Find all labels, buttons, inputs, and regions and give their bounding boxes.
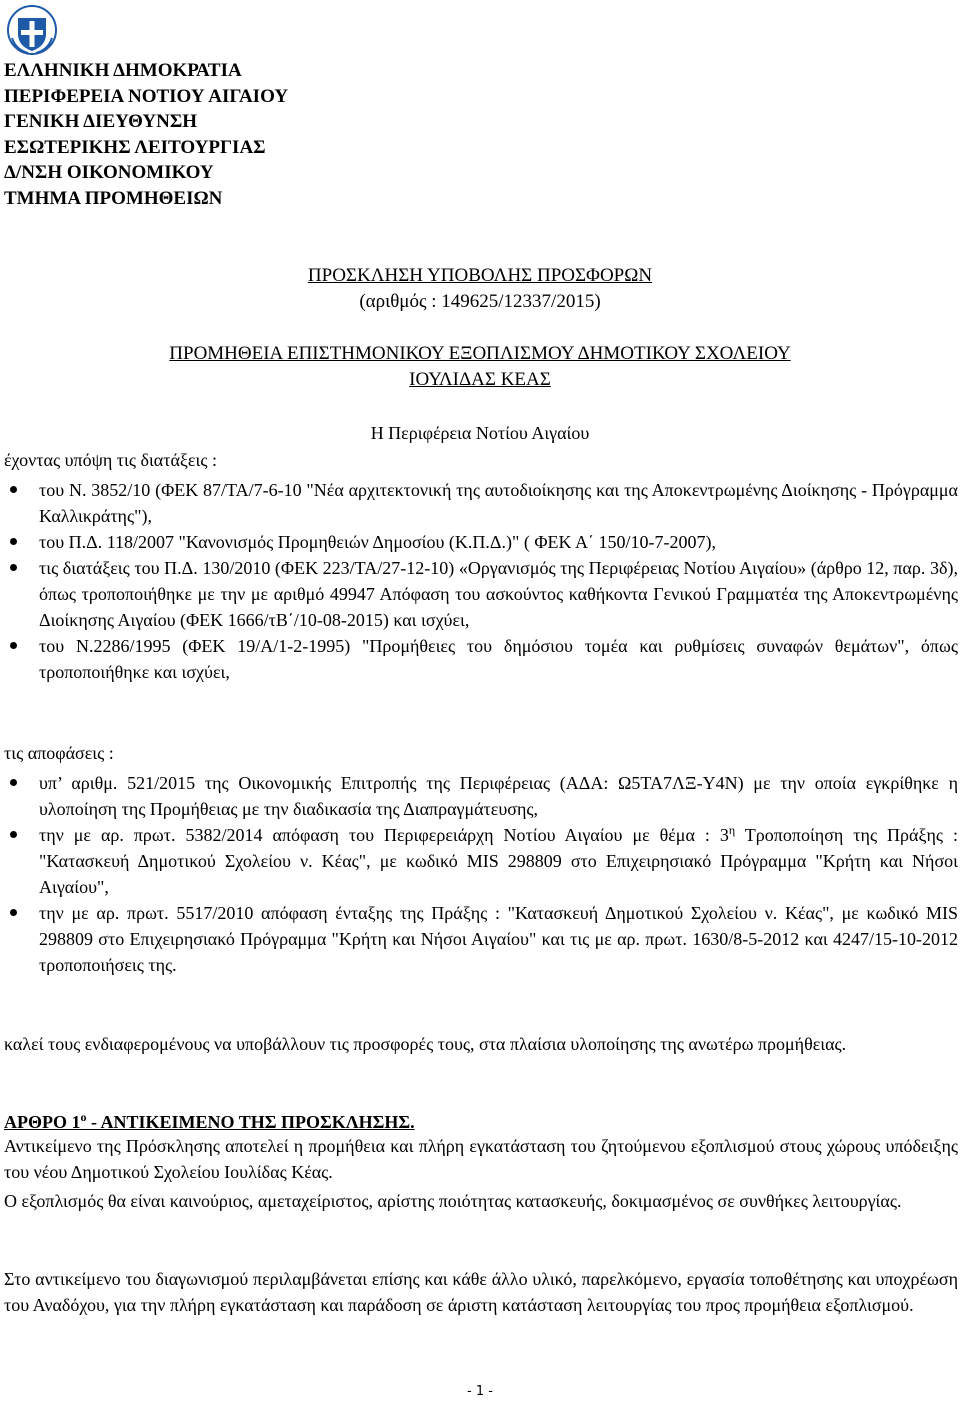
header-line: ΕΣΩΤΕΡΙΚΗΣ ΛΕΙΤΟΥΡΓΙΑΣ bbox=[4, 136, 266, 158]
article-1-paragraph-3: Στο αντικείμενο του διαγωνισμού περιλαμβάνεται επίσης και κάθε άλλο υλικό, παρελκόμενο, εργασία τοποθέτησης και υποχρέωση του Αναδόχου, για την πλήρη εγκατάσταση και παράδοση σε άριστη κατάσταση λειτουργίας του προς προμήθεια εξοπλισμού. bbox=[4, 1269, 958, 1315]
header-line: ΤΜΗΜΑ ΠΡΟΜΗΘΕΙΩΝ bbox=[4, 187, 223, 209]
header-line: Δ/ΝΣΗ ΟΙΚΟΝΟΜΙΚΟΥ bbox=[4, 162, 214, 183]
page-number: - 1 - bbox=[467, 1384, 493, 1399]
authority: Η Περιφέρεια Νοτίου Αιγαίου bbox=[370, 423, 590, 443]
greek-emblem-icon bbox=[6, 4, 58, 56]
article-1-paragraph-1: Αντικείμενο της Πρόσκλησης αποτελεί η προμήθεια και πλήρη εγκατάσταση του ζητούμενου εξοπλισμού στους χώρους υπόδειξης του νέου Δημοτικού Σχολείου Ιουλίδας Κέας. bbox=[4, 1136, 958, 1182]
header-line: ΓΕΝΙΚΗ ΔΙΕΥΘΥΝΣΗ bbox=[4, 111, 198, 132]
subject bbox=[0, 341, 960, 392]
invitation-paragraph: καλεί τους ενδιαφερομένους να υποβάλλουν τις προσφορές τους, στα πλαίσια υλοποίησης της ανωτέρω προμήθειας. bbox=[4, 1034, 847, 1054]
header-line: ΕΛΛΗΝΙΚΗ ΔΗΜΟΚΡΑΤΙΑ bbox=[4, 60, 242, 81]
list-item: του Ν.2286/1995 (ΦΕΚ 19/Α/1-2-1995) "Προμήθειες του δημόσιου τομέα και ρυθμίσεις συναφών θεμάτων", όπως τροποποιήθηκε και ισχύει, bbox=[4, 633, 958, 685]
list-item: του Ν. 3852/10 (ΦΕΚ 87/ΤΑ/7-6-10 "Νέα αρχιτεκτονική της αυτοδιοίκησης και της Αποκεντρωμένης Διοίκησης - Πρόγραμμα Καλλικράτης"), bbox=[4, 477, 958, 529]
list-item: την με αρ. πρωτ. 5382/2014 απόφαση του Περιφερειάρχη Νοτίου Αιγαίου με θέμα : $3^\eta$ Τροποποίηση της Πράξης : "Κατασκευή Δημοτικού Σχολείου ν. Κέας", με κωδικό MIS 298809 στο Επιχειρησιακό Πρόγραμμα "Κρήτη και Νήσοι Αιγαίου", bbox=[4, 822, 958, 900]
decisions-intro: τις αποφάσεις : bbox=[4, 743, 114, 763]
header-line: ΠΕΡΙΦΕΡΕΙΑ ΝΟΤΙΟΥ ΑΙΓΑΙΟΥ bbox=[4, 85, 289, 107]
list-item: υπ’ αριθμ. 521/2015 της Οικονομικής Επιτροπής της Περιφέρειας (ΑΔΑ: Ω5ΤΑ7ΛΞ-Υ4Ν) με την οποία εγκρίθηκε η υλοποίηση της Προμήθειας με την διαδικασία της Διαπραγμάτευσης, bbox=[4, 770, 958, 822]
title-heading: ΠΡΟΣΚΛΗΣΗ ΥΠΟΒΟΛΗΣ ΠΡΟΣΦΟΡΩΝ bbox=[307, 265, 653, 286]
subject-line-2: ΙΟΥΛΙΔΑΣ ΚΕΑΣ bbox=[409, 368, 551, 390]
provisions-list bbox=[4, 477, 958, 685]
list-item: του Π.Δ. 118/2007 "Κανονισμός Προμηθειών Δημοσίου (Κ.Π.Δ.)" ( ΦΕΚ Α΄ 150/10-7-2007), bbox=[4, 529, 958, 555]
subject-line-1: ΠΡΟΜΗΘΕΙΑ ΕΠΙΣΤΗΜΟΝΙΚΟΥ ΕΞΟΠΛΙΣΜΟΥ ΔΗΜΟΤΙΚΟΥ ΣΧΟΛΕΙΟΥ bbox=[169, 343, 791, 364]
article-1-paragraph-2: Ο εξοπλισμός θα είναι καινούριος, αμεταχείριστος, αρίστης ποιότητας κατασκευής, δοκιμασμένος σε συνθήκες λειτουργίας. bbox=[4, 1191, 902, 1211]
list-item: τις διατάξεις του Π.Δ. 130/2010 (ΦΕΚ 223/ΤΑ/27-12-10) «Οργανισμός της Περιφέρειας Νοτίου Αιγαίου» (άρθρο 12, παρ. 3δ), όπως τροποποιήθηκε με την με αριθμό 49947 Απόφαση του ασκούντος καθήκοντα Γενικού Γραμματέα της Αποκεντρωμένης Διοίκησης Αιγαίου (ΦΕΚ 1666/τΒ΄/10-08-2015) και ισχύει, bbox=[4, 555, 958, 633]
decisions-list bbox=[4, 770, 958, 978]
issuer-header bbox=[4, 58, 288, 211]
article-1-heading: ΑΡΘΡΟ $1^o$ - ΑΝΤΙΚΕΙΜΕΝΟ ΤΗΣ ΠΡΟΣΚΛΗΣΗΣ. bbox=[4, 1110, 415, 1132]
provisions-section bbox=[4, 447, 958, 685]
list-item: την με αρ. πρωτ. 5517/2010 απόφαση ένταξης της Πράξης : "Κατασκευή Δημοτικού Σχολείου ν. Κέας", με κωδικό MIS 298809 στο Επιχειρησιακό Πρόγραμμα "Κρήτη και Νήσοι Αιγαίου" και τις με αρ. πρωτ. 1630/8-5-2012 και 4247/15-10-2012 τροποποιήσεις της. bbox=[4, 900, 958, 978]
decisions-section bbox=[4, 740, 958, 978]
document-title bbox=[0, 263, 960, 314]
provisions-intro: έχοντας υπόψη τις διατάξεις : bbox=[4, 450, 217, 470]
title-number: (αριθμός : 149625/12337/2015) bbox=[359, 290, 601, 312]
